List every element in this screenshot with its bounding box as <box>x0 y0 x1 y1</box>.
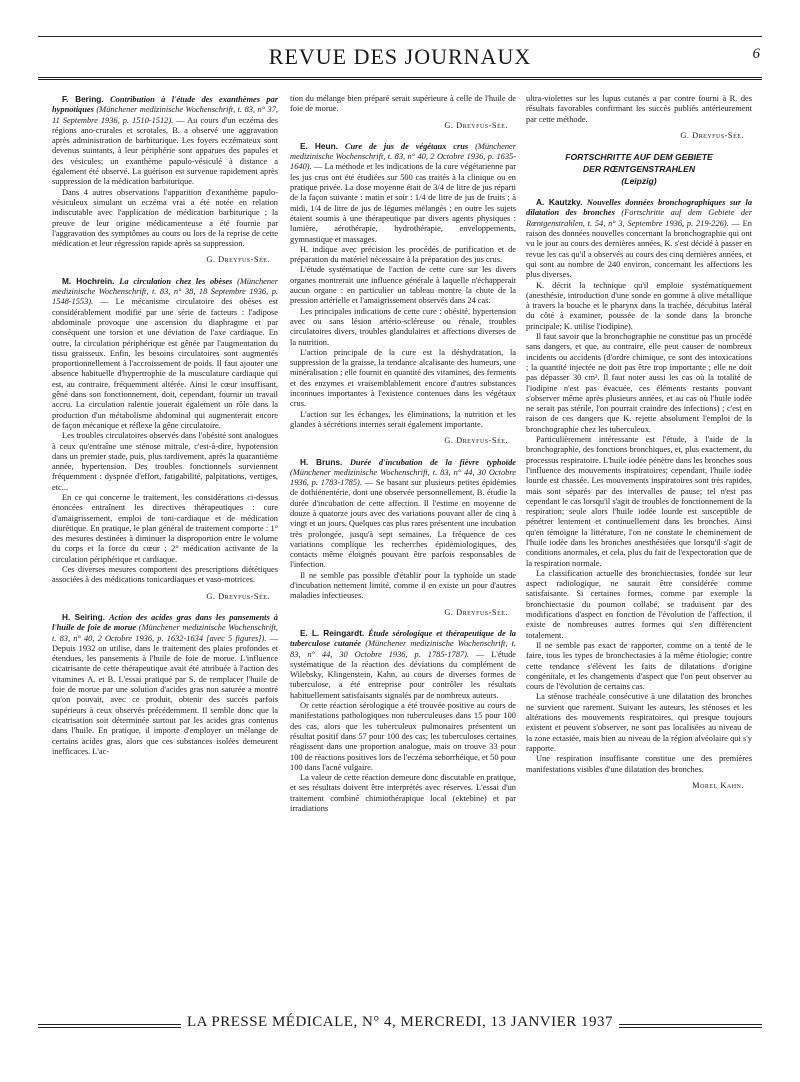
article-title: La circulation chez les obèses <box>119 276 233 286</box>
column-3 <box>526 94 752 1006</box>
article-bruns <box>290 457 516 618</box>
article-reference: (Münchener medizinische Wochenschrift, t. 83, n° 38, 18 Septembre 1936, p. 1548-1553). <box>52 276 278 307</box>
article-paragraph: K. décrit la technique qu'il emploie systématiquement (anesthésie, introduction d'une sonde en gomme à olive métallique à travers la bouche et le pharynx dans la trachée, décubitus latéral du côté à examiner, poussée de la sonde dans la bronche principale; K. utilise l'iodipine). <box>526 280 752 331</box>
page-number: 6 <box>752 46 760 62</box>
article-reference: (Münchener medizinische Wochenschrift, t. 83, n° 40, 2 Octobre 1936, p. 1632-1634 [avec 5 figures]). <box>52 623 278 643</box>
article-title: Étude sérologique et thérapeutique de la tuberculose cutanée <box>290 628 516 649</box>
article-paragraph: La classification actuelle des bronchiectasies, fondée sur leur aspect radiologique, ne saurait être considérée comme satisfaisante. Si certaines formes, comme par exemple la bronchiectasie du poumon collabé, se traduisent par des modifications d'aspect en fonction de l'évolution de l'affection, il existe de nombreuses autres formes qui s'en différencient totalement. <box>526 568 752 640</box>
article-paragraph: tion du mélange bien préparé serait supérieure à celle de l'huile de foie de morue. <box>290 94 516 114</box>
article-title: Nouvelles données bronchographiques sur la dilatation des bronches <box>526 198 752 218</box>
article-paragraph: — Au cours d'un eczéma des régions ano-crurales et scrotales, B. a observé une aggravation après administration de barbiturique. Les foyers eczémateux sont devenus suintants, à leur périphérie sont apparues des papules et des vésicules; un exanthème papulo-vésiculé à distance a également été observé. La guérison est survenue rapidement après suppression de la médication barbiturique. <box>52 115 278 187</box>
article-reference: (Fortschritte auf dem Gebiete der Rœntgenstrahlen, t. 54, n° 3, Septembre 1936, p. 219-226). <box>526 208 752 228</box>
article-paragraph: Une respiration insuffisante constitue une des premières manifestations visibles d'une dilatation des bronches. <box>526 754 752 774</box>
article-paragraph: Or cette réaction sérologique a été trouvée positive au cours de manifestations pathologiques non tuberculeuses dans 15 pour 100 des cas, alors que les tuberculeux pulmonaires présentent un résultat positif dans 57 pour 100 des cas; les tuberculoses certaines réagissent dans une proportion analogue, mais on trouve 33 pour 100 de réactions positives lors de l'eczéma seborrhéique, et 50 pour 100 dans l'acné vulgaire. <box>290 701 516 772</box>
article-author: H. Seiring. <box>62 611 105 622</box>
article-columns <box>52 94 762 1006</box>
article-paragraph: Ces diverses mesures comportent des prescriptions diététiques associées à des médications tonicardiaques et vaso-motrices. <box>52 565 278 585</box>
journal-section-heading <box>526 151 752 187</box>
article-signature: G. Dreyfus-Sée. <box>206 591 270 601</box>
page-footer <box>38 1010 762 1040</box>
article-paragraph: — Se basant sur plusieurs petites épidémies de dothiénentérie, dont une observée personnellement, B. étudie la durée d'incubation de cette affection. Il l'estime en moyenne de douze à quatorze jours avec des variations pouvant aller de cinq à vingt et un jours. Quelques cas plus rares présentent une incubation très prolongée, jusqu'à sept semaines. La fréquence de ces variations complique les recherches épidémiologiques, des contacts même éloignés pouvant être parfois responsables de l'infection. <box>290 478 516 570</box>
article-author: F. Bering. <box>62 94 104 104</box>
header-rule-bottom-2 <box>38 79 762 80</box>
article-paragraph: Dans 4 autres observations l'apparition d'exanthème papulo-vésiculeux simulant un eczéma vrai a été notée en relation indiscutable avec l'application de médication barbiturique ; la preuve de leur origine médicamenteuse a été fournie par l'aggravation des symptômes au cours ou lors de la reprise de cette médication et leur régression rapide après sa suppression. <box>52 187 278 249</box>
article-paragraph: Les troubles circulatoires observés dans l'obésité sont analogues à ceux qu'entraîne une sténose mitrale, c'est-à-dire, hypotension dans un premier stade, puis, plus tardivement, après la quarantième année, hypertension. Des troubles fonctionnels surviennent fréquemment : dyspnée d'effort, fatigabilité, palpitations, vertiges, etc... <box>52 431 278 492</box>
article-paragraph: H. indique avec précision les procédés de purification et de préparation du matériel nécessaire à la préparation des jus crus. <box>290 244 516 265</box>
article-reference: (Münchener medizinische Wochenschrift, t. 83, n° 44, 30 Octobre 1936, p. 1783-1785). <box>290 467 516 488</box>
article-author: A. Kautzky. <box>536 197 583 208</box>
article-paragraph: — Depuis 1932 on utilise, dans le traitement des plaies profondes et étendues, les pansements à l'huile de foie de morue. L'influence cicatrisante de cette thérapeutique avait été attribuée à l'action des vitamines A. et B. L'essai pratiqué par S. de remplacer l'huile de foie de morue par une solution d'acides gras non saturée a montré qu'on pouvait, avec ce produit, obtenir des succès parfois supérieurs à ceux observés précédemment. Il semble donc que la cicatrisation soit déterminée surtout par les acides gras contenus dans l'huile. En pratique, il importe d'employer un mélange de certains acides gras, alors que ces substances isolées demeurent inefficaces. L'ac- <box>52 633 278 756</box>
article-paragraph: La sténose trachéale consécutive à une dilatation des bronches ne survient que rarement. Suivant les auteurs, les sténoses et les altérations des mouvements respiratoires, qui presque toujours existent et peuvent s'observer, ne sont pas localisées au niveau de la zone ectasiée, mais bien au niveau de la région alvéolaire qui s'y rapporte. <box>526 692 752 753</box>
article-paragraph: La valeur de cette réaction demeure donc discutable en pratique, et ses résultats doivent être interprétés avec réserves. L'essai d'un traitement combiné chimiothérapique local (ektebine) et par irradiations <box>290 773 516 813</box>
article-author: M. Hochrein. <box>62 275 115 286</box>
article-reference: (Münchener medizinische Wochenschrift, t. 83, n° 37, 11 Septembre 1936, p. 1510-1512). <box>52 105 278 125</box>
article-paragraph: — En raison des données nouvelles concernant la bronchographie qui ont vu le jour au cours des dernières années, K. s'est décidé à passer en revue les cas qu'il a observés au cours des cinq dernières années, et qui sont au nombre de 240 environ, concernant les affections les plus diverses. <box>526 218 752 280</box>
article-title: Cure de jus de végétaux crus <box>344 141 469 151</box>
page-header <box>38 36 762 80</box>
article-signature: G. Dreyfus-Sée. <box>206 255 270 265</box>
article-paragraph: ultra-violettes sur les lupus cutanés a par contre fourni à R. des résultats favorables confirmant les succès publiés antérieurement par cette méthode. <box>526 94 752 124</box>
article-reference: (Münchener medizinische Wochenschrift, t. 83, n° 44, 30 Octobre 1936, p. 1785-1787). <box>290 639 516 659</box>
article-paragraph: Les principales indications de cette cure : obésité, hypertension avec ou sans lésion artério-scléreuse ou rénale, troubles circulatoires divers, troubles glandulaires et affections diverses de la nutrition. <box>290 306 516 347</box>
article-paragraph: En ce qui concerne le traitement, les considérations ci-dessus énoncées entraînent les directives thérapeutiques : cure d'amaigrissement, emploi de toni-cardiaque et de médication diurétique. En pratique, le plan général de traitement comporte : 1° des mesures destinées à diminuer la disproportion entre le volume du corps et la force du cœur ; 2° médication activante de la circulation périphérique et cardiaque. <box>52 492 278 564</box>
article-seiring <box>52 612 278 757</box>
article-paragraph: L'action sur les échanges, les éliminations, la nutrition et les glandes à sécrétions internes serait également importante. <box>290 409 516 429</box>
header-rule-top <box>38 36 762 37</box>
article-paragraph: — Le mécanisme circulatoire des obèses est considérablement modifié par une série de facteurs : l'adipose abdominale provoque une ascension du diaphragme et par conséquent une torsion et une déviation de l'axe cardiaque. En outre, la circulation périphérique est gênée par l'augmentation du tissu graisseux. Enfin, les besoins circulatoires sont augmentés proportionnellement à l'accroissement de poids. Il faut ajouter une absence habituelle d'hypertrophie de la musculature cardiaque qui est, au contraire, fréquemment altérée. Ainsi le cœur insuffisant, gêné dans son fonctionnement, doit, cependant, fournir un travail accru. La circulation ralentie jouerait également un rôle dans la production d'un métabolisme abdominal qui augmenterait encore de façon mécanique et réflexe la gêne circulatoire. <box>52 297 278 430</box>
article-paragraph: Il ne semble pas possible d'établir pour la typhoïde un stade d'incubation nettement limité, comme il en existe un pour d'autres maladies infectieuses. <box>290 570 516 601</box>
footer-publication-line: LA PRESSE MÉDICALE, N° 4, MERCREDI, 13 JANVIER 1937 <box>181 1014 619 1030</box>
article-paragraph: — La méthode et les indications de la cure végétarienne par les jus crus ont été étudiées sur 500 cas traités à la clinique ou en pratique privée. La dose moyenne était de 3/4 de litre de jus réparti de la façon suivante : matin et soir : 1/4 de litre de jus de fruits ; à midi, 1/4 de litre de jus de légumes mélangés ; en outre les sujets étaient soumis à une thérapeutique par divers agents physiques : lumière, aérothérapie, hydrothérapie, enveloppements, gymnastique et massages. <box>290 162 516 244</box>
article-signature: G. Dreyfus-Sée. <box>444 436 508 446</box>
article-heun <box>290 141 516 447</box>
section-heading-line: FORTSCHRITTE AUF DEM GEBIETE <box>565 152 713 163</box>
article-reingardt <box>290 628 516 814</box>
article-signature: G. Dreyfus-Sée. <box>680 130 744 140</box>
article-author: H. Bruns. <box>300 456 343 467</box>
article-paragraph: L'action principale de la cure est la déshydratation, la suppression de la graisse, la tendance alcalisante des humeurs, une minéralisation ; elle fournit en quantité des vitamines, des ferments et des enzymes et vraisemblablement encore d'autres substances inconnues importantes à l'existence contenues dans les végétaux crus. <box>290 347 516 409</box>
article-reingardt-continued <box>526 94 752 141</box>
article-title: Action des acides gras dans les pansements à l'huile de foie de morue <box>52 612 278 633</box>
article-title: Durée d'incubation de la fièvre typhoïde <box>349 457 516 467</box>
article-paragraph: Il ne semble pas exact de rapporter, comme on a tenté de le faire, tous les types de bronchectasies à la même étiologie; contre cette tendance s'élèvent les faits de dilatations d'origine congénitale, et les changements d'aspect que l'on peut observer au cours de l'évolution de certains cas. <box>526 640 752 692</box>
article-title: Contribution à l'étude des exanthèmes par hypnotiques <box>52 95 278 115</box>
article-author: E. L. Reingardt. <box>300 627 365 638</box>
column-2 <box>290 94 516 1006</box>
journal-section-title: REVUE DES JOURNAUX <box>268 44 532 69</box>
article-paragraph: L'étude systématique de l'action de cette cure sur les divers organes montrerait une influence générale à laquelle n'échapperait aucun organe : en particulier un tableau montre la chute de la pression artérielle et l'amaigrissement observés dans 24 cas. <box>290 265 516 306</box>
header-rule-bottom <box>38 77 762 78</box>
article-signature: Morel Kahn. <box>692 780 744 790</box>
section-heading-location: (Leipzig) <box>621 176 657 187</box>
article-seiring-continued <box>290 94 516 131</box>
article-paragraph: Particulièrement intéressante est l'étude, à l'aide de la bronchographie, des fonctions bronchiques, et, plus exactement, du processus respiratoire. L'huile iodée pénètre dans les bronches sous l'influence des mouvements inspiratoires; cependant, l'huile iodée lourde est chassée. Les mouvements inspiratoires sont très rapides, mais sont séparés par des intervalles de pause; tel n'est pas cependant le cas lorsqu'il s'agit de troubles de fonctionnement de la respiration; seule alors l'huile iodée lourde est susceptible de pénétrer lentement et continuellement dans les bronches. Ainsi qu'en témoigne la littérature, l'on ne constate le cheminement de l'huile iodée dans les bronches anesthésiées que lorsqu'il s'agit de conditions anormales, et cela, plus du fait de l'expectoration que de la respiration normale. <box>526 435 752 568</box>
article-kautzky <box>526 197 752 791</box>
article-bering <box>52 94 278 266</box>
article-paragraph: — L'étude systématique de la réaction des déviations du complément de Wilebsky, Klingenstein, Kahn, au cours de diverses formes de tuberculose, a été entreprise pour contrôler les résultats habituellement satisfaisants signalés par de nombreux auteurs. <box>290 649 516 700</box>
article-reference: (Münchener medizinische Wochenschrift, t. 83, n° 40, 2 Octobre 1936, p. 1635-1640). <box>290 141 516 172</box>
column-1 <box>52 94 278 1006</box>
article-author: E. Heun. <box>300 140 338 151</box>
article-signature: G. Dreyfus-Sée. <box>444 607 508 617</box>
section-heading-line: DER RŒNTGENSTRAHLEN <box>582 164 696 175</box>
article-paragraph: Il faut savoir que la bronchographie ne constitue pas un procédé sans dangers, et que, au contraire, elle peut causer de nombreux incidents ou accidents (d'ordre chimique, ce sont des intoxications ; la quantité injectée ne doit pas être trop importante ; elle ne doit pas dépasser 30 cm³. Il faut noter aussi les cas où la totalité de l'iodipine n'est pas évacuée, ces éléments restants pouvant s'observer même après plusieurs années, et au cas où l'huile iodée ne serait pas stérile, l'on pourrait craindre des infections) ; c'est en raison de ces dangers que K. rejette absolument l'emploi de la bronchographie chez les tuberculeux. <box>526 332 752 434</box>
article-hochrein <box>52 276 278 602</box>
article-signature: G. Dreyfus-Sée. <box>444 120 508 130</box>
